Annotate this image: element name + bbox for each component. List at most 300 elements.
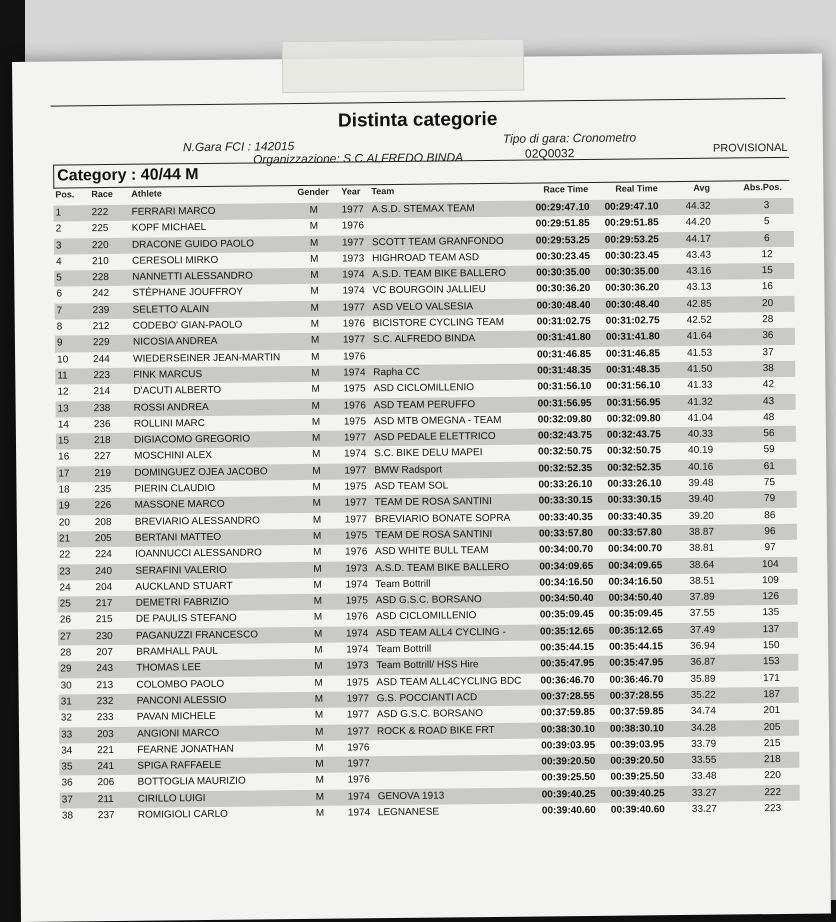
row-year: 1977 [344, 513, 368, 526]
row-year: 1976 [347, 742, 370, 754]
row-race-number: 219 [94, 467, 112, 479]
row-athlete: ANGIONI MARCO [136, 727, 220, 740]
row-race-number: 206 [97, 777, 115, 789]
row-year: 1977 [342, 302, 365, 314]
row-athlete: KOPF MICHAEL [131, 222, 207, 235]
row-real-time: 00:32:09.80 [606, 413, 661, 425]
row-gender: M [310, 269, 319, 282]
row-gender: M [312, 481, 321, 493]
row-pos: 32 [60, 712, 73, 724]
row-race-time: 00:32:09.80 [537, 413, 592, 426]
row-year: 1977 [342, 334, 366, 346]
row-athlete: FEARNE JONATHAN [137, 743, 234, 756]
row-team: HIGHROAD TEAM ASD [372, 252, 480, 265]
row-gender: M [313, 547, 322, 559]
row-team: ASD CICLOMILLENIO [375, 610, 477, 623]
category-box: Category : 40/44 M [53, 157, 789, 189]
row-athlete: DIGIACOMO GREGORIO [133, 433, 251, 446]
row-year: 1977 [346, 709, 370, 721]
row-abs-pos: 48 [763, 411, 775, 424]
row-gender: M [312, 449, 321, 461]
row-real-time: 00:39:03.95 [610, 739, 665, 751]
row-avg: 39.48 [688, 477, 714, 489]
row-athlete: ROLLINI MARC [133, 417, 205, 430]
row-athlete: PANCONI ALESSIO [136, 694, 227, 707]
row-pos: 36 [61, 777, 73, 789]
row-year: 1973 [342, 253, 365, 265]
row-race-number: 212 [92, 321, 110, 333]
row-avg: 38.87 [688, 526, 715, 538]
row-athlete: PAVAN MICHELE [136, 711, 216, 723]
row-year: 1977 [344, 465, 367, 477]
row-race-number: 228 [92, 272, 110, 284]
row-team: VC BOURGOIN JALLIEU [372, 284, 486, 297]
row-race-number: 224 [95, 549, 112, 561]
row-athlete: DE PAULIS STEFANO [135, 613, 237, 626]
row-race-time: 00:37:59.85 [540, 707, 595, 719]
row-race-number: 223 [93, 369, 111, 382]
row-abs-pos: 12 [761, 248, 773, 261]
row-race-time: 00:31:02.75 [536, 316, 591, 328]
row-abs-pos: 42 [762, 379, 775, 391]
row-pos: 15 [57, 435, 70, 447]
row-team: Rapha CC [373, 366, 421, 379]
row-real-time: 00:29:47.10 [604, 201, 659, 213]
row-race-time: 00:35:12.65 [539, 625, 594, 638]
row-real-time: 00:31:56.10 [606, 380, 661, 393]
row-abs-pos: 218 [763, 754, 781, 766]
row-avg: 41.32 [687, 396, 713, 408]
col-team: Team [371, 186, 395, 197]
row-year: 1974 [344, 448, 367, 460]
row-abs-pos: 137 [762, 623, 780, 635]
row-avg: 41.04 [687, 412, 713, 424]
row-athlete: DRACONE GUIDO PAOLO [131, 238, 255, 251]
row-year: 1976 [343, 399, 366, 412]
row-abs-pos: 3 [763, 200, 770, 212]
row-race-number: 230 [95, 630, 113, 642]
row-team: ASD PEDALE ELETTRICO [373, 431, 496, 444]
row-real-time: 00:29:53.25 [604, 233, 659, 246]
row-athlete: DOMINGUEZ OJEA JACOBO [134, 466, 268, 479]
row-race-number: 238 [93, 402, 111, 414]
row-athlete: SPIGA RAFFAELE [137, 759, 222, 772]
row-avg: 41.64 [686, 331, 713, 343]
col-athlete: Athlete [131, 188, 162, 199]
row-race-time: 00:31:41.80 [536, 332, 591, 344]
row-avg: 33.27 [691, 803, 717, 815]
row-pos: 18 [58, 484, 70, 496]
row-pos: 16 [58, 451, 70, 463]
row-race-number: 232 [96, 695, 114, 708]
row-pos: 38 [61, 810, 74, 822]
row-team: Team Bottrill [376, 643, 432, 656]
row-avg: 40.16 [688, 461, 714, 473]
row-year: 1976 [347, 774, 370, 786]
row-avg: 33.48 [691, 771, 717, 783]
row-real-time: 00:30:36.20 [605, 282, 660, 295]
row-gender: M [309, 204, 318, 216]
row-real-time: 00:36:46.70 [609, 673, 664, 686]
row-team: SCOTT TEAM GRANFONDO [371, 235, 504, 248]
row-athlete: BRAMHALL PAUL [136, 645, 218, 658]
row-abs-pos: 43 [762, 395, 775, 407]
row-athlete: CERESOLI MIRKO [132, 254, 219, 267]
row-avg: 38.64 [689, 559, 715, 571]
row-race-number: 211 [97, 793, 114, 805]
row-team: ROCK & ROAD BIKE FRT [376, 724, 495, 737]
row-race-number: 222 [91, 207, 109, 219]
row-gender: M [310, 253, 319, 265]
row-pos: 4 [56, 256, 62, 268]
row-year: 1973 [346, 660, 369, 672]
row-real-time: 00:39:40.25 [610, 787, 665, 800]
row-avg: 40.33 [687, 428, 714, 441]
row-race-number: 243 [96, 663, 114, 675]
row-real-time: 00:32:50.75 [607, 445, 662, 458]
row-abs-pos: 109 [762, 574, 779, 587]
row-avg: 38.81 [689, 542, 715, 555]
row-real-time: 00:33:57.80 [607, 527, 662, 539]
row-year: 1977 [343, 432, 367, 444]
results-sheet [12, 54, 831, 922]
row-athlete: COLOMBO PAOLO [136, 678, 225, 691]
row-gender: M [310, 335, 320, 347]
row-race-time: 00:31:48.35 [537, 364, 592, 377]
col-gender: Gender [297, 186, 329, 198]
row-avg: 43.43 [686, 249, 712, 261]
row-pos: 1 [55, 207, 62, 219]
row-athlete: CODEBO' GIAN-PAOLO [132, 319, 243, 332]
row-abs-pos: 36 [762, 330, 774, 342]
row-real-time: 00:33:40.35 [607, 510, 662, 523]
row-race-number: 218 [93, 435, 111, 447]
row-gender: M [311, 432, 321, 445]
row-athlete: MASSONE MARCO [134, 499, 225, 512]
row-race-time: 00:36:46.70 [540, 674, 595, 687]
row-athlete: WIEDERSEINER JEAN-MARTIN [133, 351, 281, 365]
row-team: ASD G.S.C. BORSANO [375, 594, 482, 607]
row-race-number: 210 [92, 255, 109, 268]
row-real-time: 00:29:51.85 [604, 217, 659, 230]
row-pos: 11 [57, 370, 68, 382]
row-abs-pos: 79 [763, 493, 776, 505]
row-race-number: 239 [92, 304, 110, 316]
row-race-time: 00:29:51.85 [535, 218, 590, 230]
row-avg: 43.13 [686, 282, 712, 294]
row-athlete: FINK MARCUS [133, 368, 203, 381]
row-race-time: 00:39:03.95 [541, 739, 596, 752]
row-race-time: 00:31:46.85 [537, 348, 592, 361]
row-gender: M [315, 791, 325, 803]
row-race-number: 213 [96, 679, 114, 691]
row-real-time: 00:30:35.00 [605, 266, 660, 278]
row-gender: M [313, 628, 323, 640]
row-team: GENOVA 1913 [377, 790, 445, 802]
row-race-time: 00:39:25.50 [541, 772, 596, 784]
row-race-time: 00:30:36.20 [536, 283, 591, 296]
organization: Organizzazione: S.C.ALFREDO BINDA [252, 150, 464, 167]
row-pos: 24 [59, 582, 71, 594]
row-gender: M [311, 416, 321, 428]
row-pos: 37 [61, 794, 73, 806]
row-pos: 2 [55, 223, 62, 235]
row-avg: 37.49 [689, 624, 716, 636]
row-team: ASD VELO VALSESIA [372, 300, 474, 314]
row-race-time: 00:34:50.40 [539, 593, 594, 605]
row-pos: 28 [60, 647, 72, 659]
row-race-time: 00:37:28.55 [540, 690, 595, 703]
row-year: 1976 [342, 318, 366, 330]
row-race-time: 00:33:30.15 [538, 495, 593, 507]
top-rule [50, 98, 785, 107]
row-real-time: 00:37:59.85 [609, 706, 664, 718]
row-pos: 9 [56, 337, 63, 349]
row-avg: 33.79 [691, 738, 717, 750]
row-avg: 36.94 [690, 640, 716, 652]
row-year: 1977 [341, 236, 365, 249]
row-real-time: 00:31:48.35 [606, 364, 661, 376]
row-pos: 6 [56, 288, 63, 301]
row-race-time: 00:31:56.10 [537, 381, 592, 393]
row-race-time: 00:39:40.60 [541, 804, 596, 817]
row-gender: M [314, 726, 324, 738]
row-avg: 34.28 [690, 722, 717, 734]
row-gender: M [313, 595, 323, 607]
row-real-time: 00:33:30.15 [607, 494, 662, 507]
row-avg: 39.20 [688, 510, 714, 522]
row-real-time: 00:37:28.55 [609, 690, 664, 702]
row-real-time: 00:39:40.60 [610, 804, 665, 816]
row-abs-pos: 59 [763, 444, 775, 456]
row-abs-pos: 86 [764, 509, 776, 521]
race-code: 02Q0032 [524, 146, 575, 161]
row-team: A.S.D. STEMAX TEAM [371, 203, 475, 216]
row-gender: M [315, 742, 324, 754]
row-avg: 43.16 [686, 265, 712, 278]
row-pos: 26 [59, 614, 72, 626]
row-race-number: 220 [91, 239, 109, 251]
row-real-time: 00:31:02.75 [605, 315, 660, 327]
row-real-time: 00:34:00.70 [608, 543, 663, 556]
row-abs-pos: 38 [762, 363, 774, 375]
row-abs-pos: 5 [763, 216, 770, 228]
row-avg: 44.17 [685, 233, 711, 245]
row-race-time: 00:35:47.95 [540, 658, 595, 670]
row-race-time: 00:30:48.40 [536, 299, 591, 312]
row-athlete: MOSCHINI ALEX [134, 450, 213, 463]
row-year: 1977 [344, 497, 367, 509]
row-avg: 36.87 [690, 656, 716, 669]
row-year: 1976 [345, 611, 369, 623]
row-abs-pos: 222 [764, 786, 782, 798]
row-pos: 17 [58, 468, 70, 480]
row-race-time: 00:39:20.50 [541, 756, 596, 768]
row-pos: 7 [56, 305, 63, 317]
row-real-time: 00:35:12.65 [608, 624, 663, 637]
row-gender: M [312, 498, 322, 510]
row-year: 1977 [347, 758, 370, 770]
row-race-time: 00:29:47.10 [535, 201, 590, 214]
row-race-number: 207 [96, 646, 113, 659]
row-year: 1974 [347, 790, 371, 803]
row-avg: 35.22 [690, 689, 716, 701]
row-athlete: SELETTO ALAIN [132, 303, 210, 316]
row-year: 1974 [345, 579, 368, 591]
row-year: 1975 [345, 595, 368, 607]
row-real-time: 00:30:23.45 [605, 250, 660, 262]
row-race-number: 237 [97, 809, 115, 822]
row-pos: 30 [60, 680, 72, 692]
row-athlete: THOMAS LEE [136, 662, 201, 675]
race-number: N.Gara FCI : 142015 [182, 139, 295, 155]
row-pos: 29 [60, 663, 72, 675]
row-athlete: PAGANUZZI FRANCESCO [135, 629, 259, 642]
results-table [54, 198, 800, 825]
row-avg: 44.20 [685, 216, 711, 229]
row-real-time: 00:34:09.65 [608, 559, 663, 572]
col-race: Race [91, 188, 113, 200]
row-avg: 42.85 [686, 298, 712, 310]
row-year: 1975 [344, 481, 367, 493]
row-athlete: D'ACUTI ALBERTO [133, 385, 222, 398]
row-team: Team Bottrill [375, 578, 431, 591]
row-race-number: 229 [92, 337, 110, 349]
row-avg: 34.74 [690, 705, 716, 718]
row-abs-pos: 205 [763, 721, 781, 733]
row-race-time: 00:34:16.50 [539, 576, 594, 589]
row-year: 1974 [342, 269, 365, 281]
row-race-time: 00:32:43.75 [537, 430, 592, 442]
row-avg: 39.40 [688, 494, 714, 506]
row-real-time: 00:31:46.85 [606, 347, 661, 360]
row-athlete: STÉPHANE JOUFFROY [132, 287, 244, 300]
row-avg: 42.52 [686, 314, 712, 327]
row-gender: M [310, 302, 319, 314]
row-pos: 35 [61, 761, 73, 773]
row-gender: M [311, 351, 320, 363]
row-race-time: 00:33:26.10 [538, 478, 593, 491]
row-abs-pos: 15 [761, 265, 773, 277]
row-real-time: 00:32:43.75 [606, 429, 661, 441]
row-race-time: 00:34:00.70 [539, 544, 594, 556]
row-pos: 8 [56, 321, 63, 333]
row-athlete: ROSSI ANDREA [133, 401, 209, 414]
row-pos: 22 [59, 549, 71, 561]
row-race-number: 227 [94, 451, 111, 463]
row-race-time: 00:38:30.10 [540, 723, 596, 735]
row-abs-pos: 56 [763, 428, 775, 440]
row-athlete: CIRILLO LUIGI [137, 792, 206, 805]
row-athlete: NICOSIA ANDREA [132, 336, 218, 349]
col-race-time: Race Time [543, 183, 589, 195]
row-race-number: 214 [93, 386, 111, 398]
row-race-number: 235 [94, 484, 112, 496]
row-pos: 20 [58, 517, 71, 529]
row-abs-pos: 171 [763, 672, 780, 684]
row-year: 1976 [341, 220, 365, 232]
row-gender: M [313, 563, 322, 575]
row-pos: 12 [57, 386, 69, 398]
row-real-time: 00:31:56.95 [606, 396, 661, 409]
row-pos: 33 [60, 728, 73, 741]
row-real-time: 00:39:20.50 [610, 755, 665, 767]
row-avg: 41.50 [687, 363, 713, 375]
row-abs-pos: 104 [761, 558, 779, 570]
row-year: 1974 [347, 807, 371, 819]
row-abs-pos: 223 [764, 802, 782, 815]
row-race-time: 00:30:23.45 [536, 250, 591, 263]
row-team: ASD TEAM ALL4CYCLING BDC [376, 675, 522, 688]
row-avg: 33.55 [691, 754, 717, 767]
row-race-time: 00:33:40.35 [538, 511, 593, 524]
row-athlete: AUCKLAND STUART [135, 580, 233, 593]
row-gender: M [310, 318, 320, 330]
row-real-time: 00:33:26.10 [607, 478, 662, 490]
tape-strip [282, 39, 525, 94]
row-race-number: 226 [94, 500, 112, 512]
row-avg: 40.19 [688, 445, 714, 457]
row-athlete: IOANNUCCI ALESSANDRO [135, 547, 262, 560]
row-gender: M [315, 775, 324, 787]
row-race-number: 241 [97, 761, 115, 773]
row-abs-pos: 61 [763, 460, 775, 472]
row-avg: 38.51 [689, 575, 715, 587]
row-avg: 41.53 [687, 347, 713, 359]
row-race-time: 00:33:57.80 [538, 527, 593, 540]
row-year: 1976 [345, 546, 368, 558]
row-year: 1973 [345, 562, 368, 575]
row-team: G.S. POCCIANTI ACD [376, 692, 478, 705]
row-real-time: 00:39:25.50 [610, 771, 665, 784]
row-year: 1975 [343, 416, 367, 428]
row-team: ASD WHITE BULL TEAM [375, 545, 489, 558]
row-real-time: 00:34:16.50 [608, 576, 663, 588]
row-abs-pos: 97 [764, 542, 776, 554]
row-pos: 10 [57, 354, 69, 366]
row-race-time: 00:34:09.65 [539, 560, 594, 573]
row-race-number: 203 [96, 728, 114, 740]
row-gender: M [310, 286, 319, 298]
col-avg: Avg [693, 182, 711, 193]
row-team: BREVIARIO BONATE SOPRA [374, 512, 511, 525]
row-abs-pos: 28 [762, 314, 774, 326]
row-abs-pos: 135 [762, 607, 780, 619]
row-team: ASD TEAM ALL4 CYCLING - [375, 626, 506, 639]
row-abs-pos: 37 [762, 346, 774, 358]
row-race-time: 00:39:40.25 [541, 788, 596, 801]
row-team: ASD G.S.C. BORSANO [376, 708, 484, 721]
row-team: S.C. BIKE DELU MAPEI [374, 447, 483, 460]
row-real-time: 00:31:41.80 [605, 331, 660, 344]
row-pos: 34 [61, 745, 73, 757]
row-pos: 13 [57, 402, 69, 415]
row-gender: M [315, 807, 325, 819]
row-abs-pos: 215 [763, 737, 781, 749]
row-race-number: 208 [94, 516, 112, 528]
row-year: 1974 [345, 628, 369, 640]
row-gender: M [311, 367, 320, 379]
row-pos: 31 [60, 696, 72, 708]
row-gender: M [312, 514, 322, 526]
row-abs-pos: 75 [763, 477, 776, 489]
row-team: BMW Radsport [374, 464, 443, 476]
page-title: Distinta categorie [337, 108, 498, 132]
row-race-time: 00:31:56.95 [537, 397, 592, 410]
row-team: S.C. ALFREDO BINDA [372, 333, 476, 346]
row-pos: 21 [58, 533, 71, 545]
row-year: 1975 [343, 383, 366, 395]
